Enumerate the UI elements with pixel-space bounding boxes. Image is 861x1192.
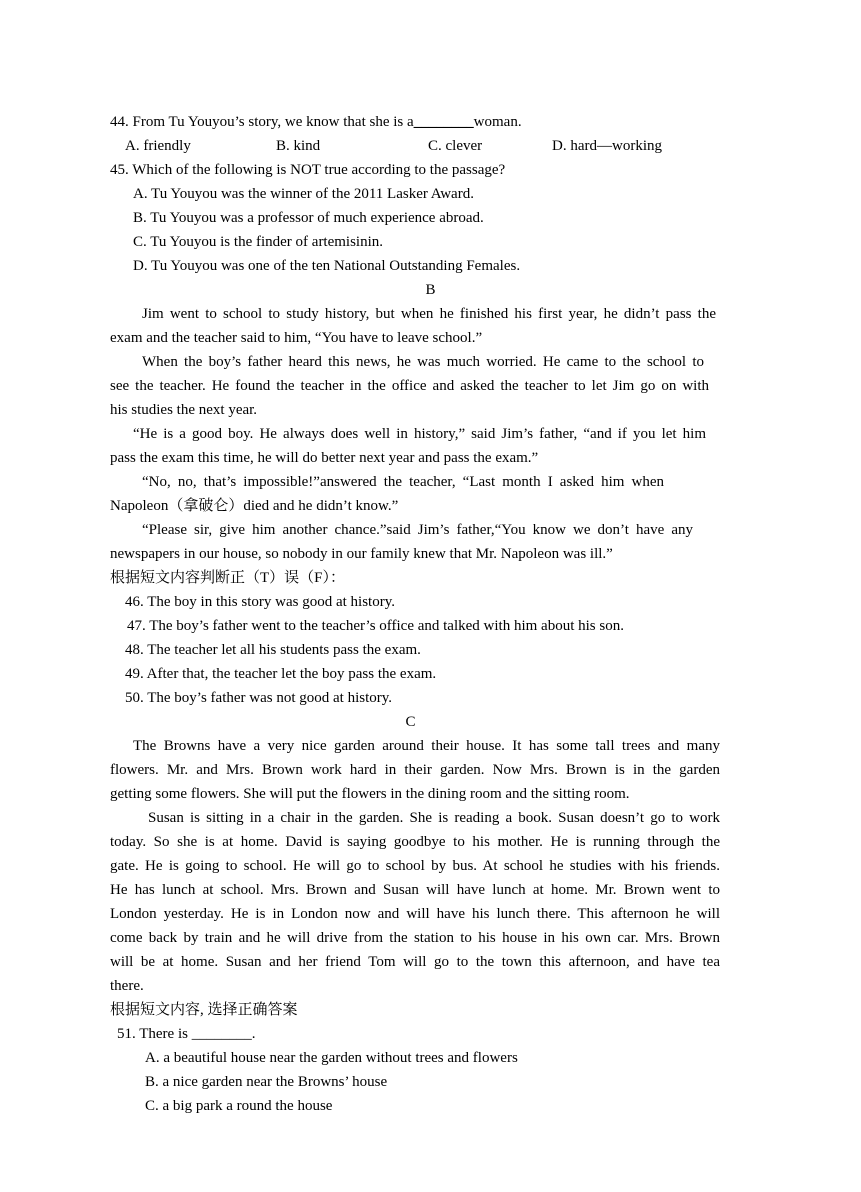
section-b-heading: B bbox=[425, 282, 436, 298]
passage-b-line: Jim went to school to study history, but when he finished his first year, he didn’t pass the bbox=[142, 306, 716, 322]
question-51-stem: 51. There is ________. bbox=[117, 1026, 256, 1042]
section-b-instruction: 根据短文内容判断正（T）误（F）： bbox=[110, 570, 346, 586]
statement-49: 49. After that, the teacher let the boy pass the exam. bbox=[125, 666, 437, 682]
passage-b-line: “He is a good boy. He always does well in history,” said Jim’s father, “and if you let him bbox=[133, 426, 706, 442]
option-c: C. clever bbox=[428, 138, 483, 154]
section-c-instruction: 根据短文内容, 选择正确答案 bbox=[110, 1002, 298, 1018]
passage-b-line: “No, no, that’s impossible!”answered the teacher, “Last month I asked him when bbox=[142, 474, 664, 490]
option-c: C. Tu Youyou is the finder of artemisinin. bbox=[133, 234, 384, 250]
question-text-end: woman. bbox=[473, 114, 522, 130]
question-number: 44. bbox=[110, 114, 129, 130]
passage-b-line: pass the exam this time, he will do better next year and pass the exam.” bbox=[110, 450, 539, 466]
question-text: From Tu Youyou’s story, we know that she is a bbox=[132, 114, 414, 130]
option-b: B. a nice garden near the Browns’ house bbox=[145, 1074, 388, 1090]
option-d: D. hard—working bbox=[552, 138, 662, 154]
passage-c-line: getting some flowers. She will put the flowers in the dining room and the sitting room. bbox=[110, 786, 630, 802]
passage-c-line: today. So she is at home. David is saying goodbye to his mother. He is running through the bbox=[110, 834, 720, 850]
option-a: A. Tu Youyou was the winner of the 2011 Lasker Award. bbox=[133, 186, 474, 202]
passage-b-line: “Please sir, give him another chance.”said Jim’s father,“You know we don’t have any bbox=[142, 522, 693, 538]
passage-c-line: come back by train and he will drive from the station to his house in his own car. Mrs. Brown bbox=[110, 930, 720, 946]
passage-c-line: will be at home. Susan and her friend Tom will go to the town this afternoon, and have tea bbox=[110, 954, 720, 970]
passage-b-line: his studies the next year. bbox=[110, 402, 258, 418]
passage-c-line: flowers. Mr. and Mrs. Brown work hard in their garden. Now Mrs. Brown is in the garden bbox=[110, 762, 720, 778]
passage-b-line: When the boy’s father heard this news, he was much worried. He came to the school to bbox=[142, 354, 704, 370]
statement-46: 46. The boy in this story was good at history. bbox=[125, 594, 395, 610]
passage-c-line: The Browns have a very nice garden around their house. It has some tall trees and many bbox=[133, 738, 720, 754]
section-c-heading: C bbox=[405, 714, 416, 730]
passage-c-line: there. bbox=[110, 978, 144, 994]
option-d: D. Tu Youyou was one of the ten National Outstanding Females. bbox=[133, 258, 521, 274]
passage-b-line: newspapers in our house, so nobody in our family knew that Mr. Napoleon was ill.” bbox=[110, 546, 613, 562]
passage-b-line: see the teacher. He found the teacher in the office and asked the teacher to let Jim go on with bbox=[110, 378, 709, 394]
passage-c-line: London yesterday. He is in London now and will have his lunch there. This afternoon he will bbox=[110, 906, 720, 922]
option-b: B. Tu Youyou was a professor of much experience abroad. bbox=[133, 210, 484, 226]
passage-b-line: Napoleon（拿破仑）died and he didn’t know.” bbox=[110, 498, 399, 514]
option-c: C. a big park a round the house bbox=[145, 1098, 333, 1114]
option-a: A. a beautiful house near the garden without trees and flowers bbox=[145, 1050, 518, 1066]
passage-c-line: Susan is sitting in a chair in the garden. She is reading a book. Susan doesn’t go to work bbox=[148, 810, 720, 826]
passage-c-line: gate. He is going to school. He will go to school by bus. At school he studies with his friends. bbox=[110, 858, 720, 874]
statement-47: 47. The boy’s father went to the teacher’s office and talked with him about his son. bbox=[127, 618, 624, 634]
question-44-stem bbox=[110, 110, 720, 134]
statement-48: 48. The teacher let all his students pass the exam. bbox=[125, 642, 421, 658]
answer-blank: ________ bbox=[413, 114, 474, 130]
option-a: A. friendly bbox=[125, 138, 191, 154]
option-b: B. kind bbox=[276, 138, 321, 154]
passage-c-line: He has lunch at school. Mrs. Brown and Susan will have lunch at home. Mr. Brown went to bbox=[110, 882, 720, 898]
passage-b-line: exam and the teacher said to him, “You have to leave school.” bbox=[110, 330, 483, 346]
question-45-stem: 45. Which of the following is NOT true according to the passage? bbox=[110, 162, 506, 178]
statement-50: 50. The boy’s father was not good at history. bbox=[125, 690, 393, 706]
question-44-options bbox=[110, 134, 720, 158]
